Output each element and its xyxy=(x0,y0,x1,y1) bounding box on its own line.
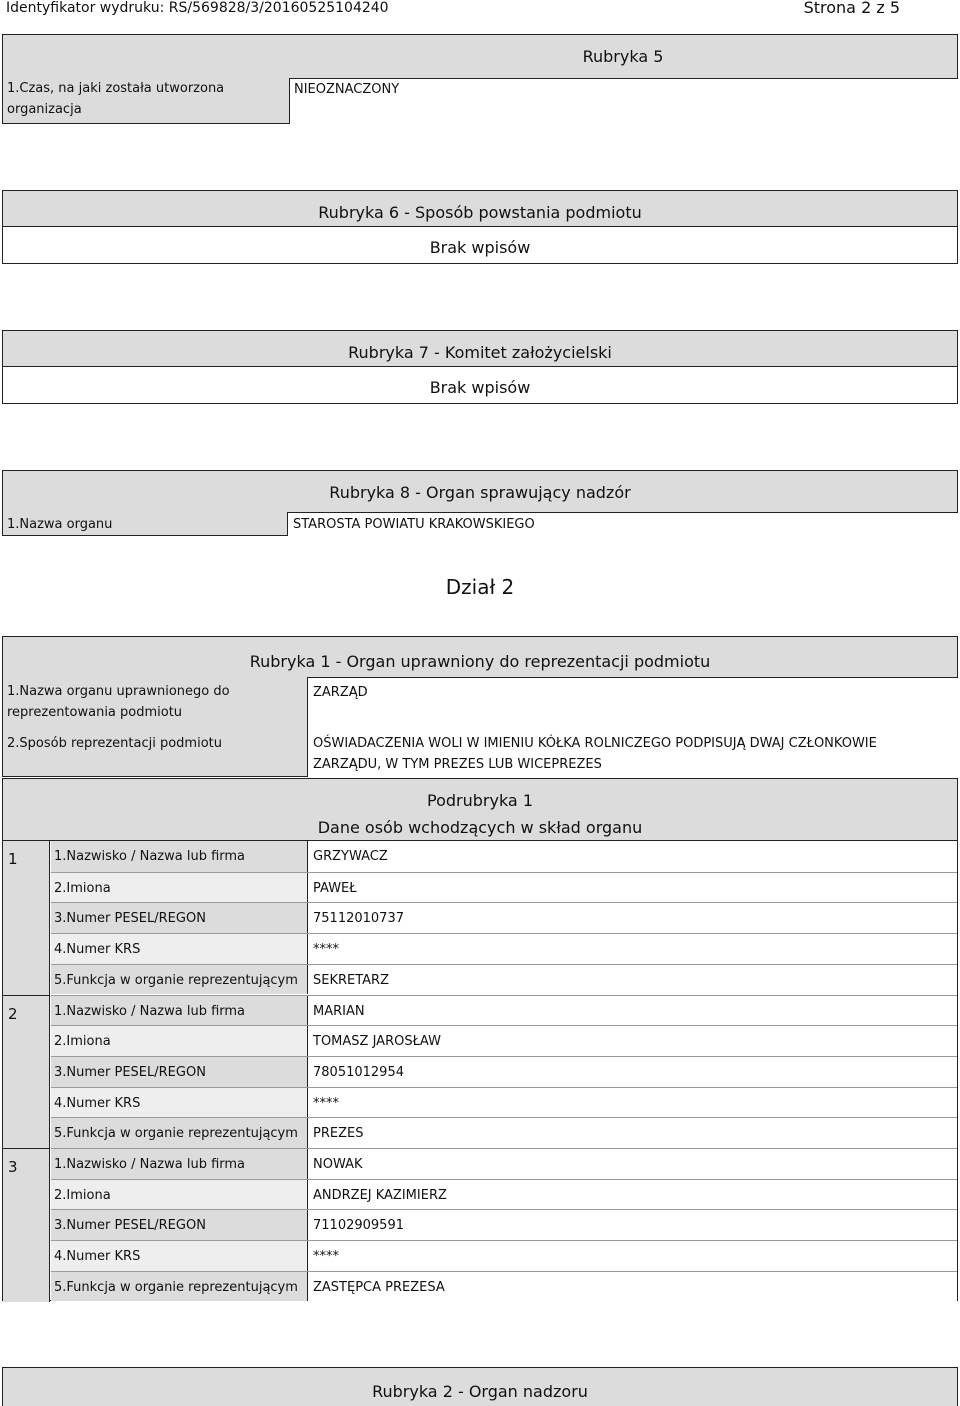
rubryka-5-value-cell xyxy=(289,78,958,124)
person-number: 3 xyxy=(3,1148,50,1302)
rubryka-5-field-label: 1.Czas, na jaki została utworzona organizacja xyxy=(7,81,225,117)
person-field-label: 1.Nazwisko / Nazwa lub firma xyxy=(54,849,246,864)
rubryka-7-section xyxy=(2,330,958,404)
representation-label: 2.Sposób reprezentacji podmiotu xyxy=(7,736,222,751)
person-field-label: 2.Imiona xyxy=(54,880,111,896)
person-field-value: PREZES xyxy=(313,1126,364,1142)
person-value-cell xyxy=(307,873,957,903)
rubryka-8-value-cell xyxy=(287,512,958,536)
person-field-row xyxy=(51,1240,957,1271)
person-value-cell xyxy=(307,841,957,872)
person-field-value: SEKRETARZ xyxy=(313,972,390,988)
person-value-cell xyxy=(307,1026,957,1056)
person-value-cell xyxy=(307,965,957,995)
person-field-value: GRZYWACZ xyxy=(313,849,388,864)
person-field-value: NOWAK xyxy=(313,1157,363,1172)
person-field-label: 3.Numer PESEL/REGON xyxy=(54,911,206,927)
person-field-value: MARIAN xyxy=(313,1003,365,1019)
person-value-cell xyxy=(307,1118,957,1148)
rubryka-5-section xyxy=(2,34,958,124)
person-field-row xyxy=(51,1117,957,1148)
persons-table xyxy=(3,841,957,1300)
print-identifier: Identyfikator wydruku: RS/569828/3/20160525104240 xyxy=(6,0,389,16)
person-field-row xyxy=(51,1148,957,1179)
person-value-cell xyxy=(307,1180,957,1210)
person-field-value: 78051012954 xyxy=(313,1064,404,1080)
rubryka-7-empty: Brak wpisów xyxy=(429,378,531,397)
person-field-value: 75112010737 xyxy=(313,911,404,927)
podrubryka-title: Podrubryka 1 xyxy=(427,791,533,810)
person-field-row xyxy=(51,1209,957,1240)
rubryka-5-field-value: NIEOZNACZONY xyxy=(294,82,400,97)
person-field-label: 3.Numer PESEL/REGON xyxy=(54,1218,206,1234)
person-group xyxy=(3,1148,957,1302)
d2-rubryka-1-section xyxy=(2,636,958,777)
person-field-value: TOMASZ JAROSŁAW xyxy=(313,1034,441,1050)
person-field-label: 4.Numer KRS xyxy=(54,1249,141,1265)
person-field-row xyxy=(51,1179,957,1210)
podrubryka-section xyxy=(2,778,958,1301)
podrubryka-subtitle: Dane osób wchodzących w skład organu xyxy=(317,818,643,837)
representation-value: OŚWIADACZENIA WOLI W IMIENIU KÓŁKA ROLNICZEGO PODPISUJĄ DWAJ CZŁONKOWIE ZARZĄDU, W TYM PREZES LUB WICEPREZES xyxy=(313,736,877,772)
person-field-row xyxy=(51,872,957,903)
person-field-value: ANDRZEJ KAZIMIERZ xyxy=(313,1187,447,1203)
person-field-row xyxy=(51,1025,957,1056)
representation-cell xyxy=(307,725,958,777)
person-value-cell xyxy=(307,903,957,933)
person-field-label: 4.Numer KRS xyxy=(54,1095,141,1111)
person-field-row xyxy=(51,933,957,964)
page-number: Strona 2 z 5 xyxy=(803,0,900,17)
organ-name-label: 1.Nazwa organu uprawnionego do reprezentowania podmiotu xyxy=(7,684,230,720)
rubryka-8-title: Rubryka 8 - Organ sprawujący nadzór xyxy=(329,483,631,502)
rubryka-6-section xyxy=(2,190,958,264)
person-field-value: **** xyxy=(313,1249,339,1265)
person-field-row xyxy=(51,1087,957,1118)
person-field-label: 5.Funkcja w organie reprezentującym xyxy=(54,1279,298,1295)
rubryka-7-header xyxy=(3,331,957,367)
person-group xyxy=(3,841,957,995)
person-field-value: 71102909591 xyxy=(313,1218,404,1234)
rubryka-5-title: Rubryka 5 xyxy=(582,47,664,66)
rubryka-8-field-value: STAROSTA POWIATU KRAKOWSKIEGO xyxy=(293,517,535,532)
rubryka-6-title: Rubryka 6 - Sposób powstania podmiotu xyxy=(318,203,642,222)
person-value-cell xyxy=(307,1210,957,1240)
person-value-cell xyxy=(307,1088,957,1118)
person-field-label: 5.Funkcja w organie reprezentującym xyxy=(54,972,298,988)
person-value-cell xyxy=(307,934,957,964)
person-number: 2 xyxy=(3,995,50,1149)
rubryka-7-title: Rubryka 7 - Komitet założycielski xyxy=(348,343,612,362)
rubryka-2-section xyxy=(2,1367,958,1406)
person-field-label: 4.Numer KRS xyxy=(54,942,141,958)
person-field-value: PAWEŁ xyxy=(313,880,357,896)
rubryka-8-field-label: 1.Nazwa organu xyxy=(7,517,113,532)
rubryka-2-title: Rubryka 2 - Organ nadzoru xyxy=(372,1382,588,1401)
person-value-cell xyxy=(307,1057,957,1087)
person-value-cell xyxy=(307,1149,957,1179)
rubryka-8-section xyxy=(2,470,958,536)
person-field-label: 3.Numer PESEL/REGON xyxy=(54,1064,206,1080)
person-field-label: 1.Nazwisko / Nazwa lub firma xyxy=(54,1003,246,1019)
person-value-cell xyxy=(307,1241,957,1271)
rubryka-6-header xyxy=(3,191,957,227)
person-number: 1 xyxy=(3,841,50,995)
dzial-title: Dział 2 xyxy=(445,575,515,599)
person-value-cell xyxy=(307,996,957,1026)
person-field-row xyxy=(51,964,957,995)
person-field-label: 2.Imiona xyxy=(54,1034,111,1050)
organ-name-cell xyxy=(307,677,958,726)
person-field-label: 5.Funkcja w organie reprezentującym xyxy=(54,1126,298,1142)
person-field-label: 1.Nazwisko / Nazwa lub firma xyxy=(54,1157,246,1172)
person-field-row xyxy=(51,995,957,1026)
person-field-value: **** xyxy=(313,942,339,958)
person-field-row xyxy=(51,1056,957,1087)
person-field-row xyxy=(51,841,957,872)
person-field-row xyxy=(51,902,957,933)
podrubryka-header xyxy=(3,779,957,841)
person-field-label: 2.Imiona xyxy=(54,1187,111,1203)
person-value-cell xyxy=(307,1272,957,1302)
rubryka-6-empty: Brak wpisów xyxy=(429,238,531,257)
person-field-row xyxy=(51,1271,957,1302)
organ-name-value: ZARZĄD xyxy=(313,685,368,700)
person-group xyxy=(3,995,957,1149)
d2-rubryka-1-title: Rubryka 1 - Organ uprawniony do reprezentacji podmiotu xyxy=(249,652,711,671)
person-field-value: ZASTĘPCA PREZESA xyxy=(313,1279,445,1295)
person-field-value: **** xyxy=(313,1095,339,1111)
